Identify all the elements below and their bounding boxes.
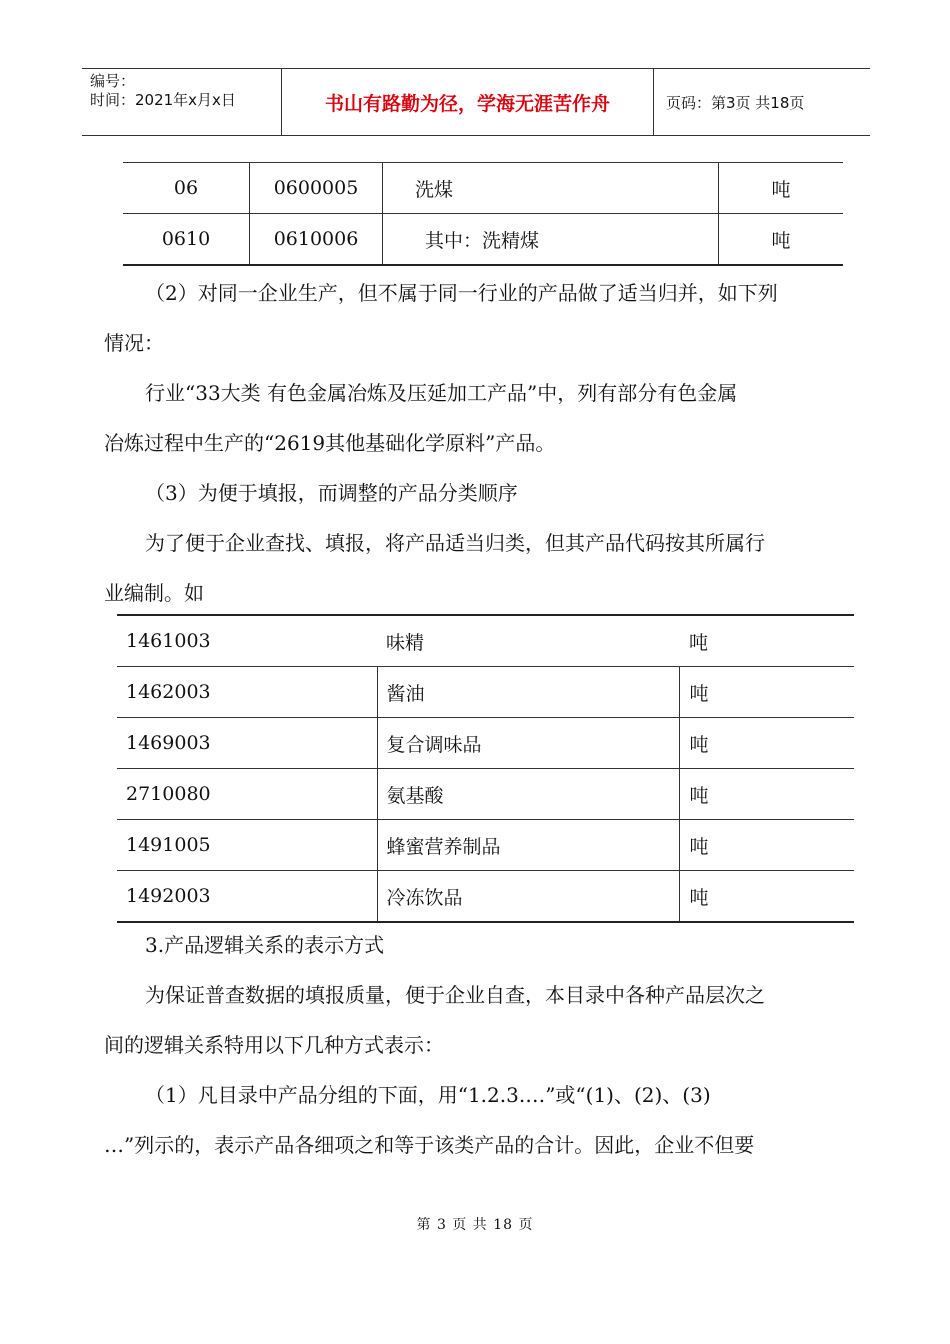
header-page-label: 页码：第3页 共18页 <box>666 93 805 112</box>
page-header <box>82 68 870 136</box>
table-cell: 氨基酸 <box>377 769 679 820</box>
table-row <box>117 769 854 820</box>
table-cell: 2710080 <box>117 769 377 820</box>
header-motto: 书山有路勤为径，学海无涯苦作舟 <box>282 69 654 135</box>
table-cell: 0600005 <box>250 163 383 214</box>
table-row <box>123 163 843 214</box>
table-row <box>117 667 854 718</box>
table-cell: 吨 <box>679 820 854 871</box>
paragraph-line: 为了便于企业查找、填报，将产品适当归类，但其产品代码按其所属行 <box>145 531 765 555</box>
table-row <box>117 615 854 667</box>
paragraph-line: 冶炼过程中生产的“2619其他基础化学原料”产品。 <box>104 431 556 455</box>
table-cell: 06 <box>123 163 250 214</box>
table-cell: 1492003 <box>126 885 211 907</box>
paragraph-line: 业编制。如 <box>104 581 204 605</box>
table-row <box>123 214 843 266</box>
table-cell: 吨 <box>679 718 854 769</box>
paragraph-line: （1）凡目录中产品分组的下面，用“1.2.3.…”或“(1)、(2)、(3) <box>145 1083 711 1107</box>
number-label: 编号： <box>90 72 136 90</box>
coal-products-table <box>123 162 843 266</box>
table-cell: 吨 <box>679 871 854 923</box>
table-cell: 吨 <box>679 769 854 820</box>
table-cell: 复合调味品 <box>377 718 679 769</box>
table-cell: 吨 <box>679 667 854 718</box>
table-cell: 蜂蜜营养制品 <box>377 820 679 871</box>
paragraph-line: （2）对同一企业生产，但不属于同一行业的产品做了适当归并，如下列 <box>145 281 778 305</box>
table-cell: 1491005 <box>117 820 377 871</box>
table-cell: 吨 <box>679 615 854 667</box>
header-meta <box>82 69 282 135</box>
paragraph-line: 间的逻辑关系特用以下几种方式表示： <box>104 1033 444 1057</box>
table-cell: 0610006 <box>250 214 383 266</box>
paragraph-line: 情况： <box>104 331 164 355</box>
paragraph-line: （3）为便于填报，而调整的产品分类顺序 <box>145 481 518 505</box>
table-row <box>117 820 854 871</box>
table-cell: 1462003 <box>117 667 377 718</box>
table-cell: 味精 <box>377 615 679 667</box>
table-cell: 1461003 <box>117 615 377 667</box>
table-cell: 吨 <box>719 163 844 214</box>
section-heading: 3.产品逻辑关系的表示方式 <box>145 933 385 957</box>
table-cell: 冷冻饮品 <box>377 871 679 923</box>
table-cell: 0610 <box>123 214 250 266</box>
food-products-table <box>117 614 854 923</box>
paragraph-line: 行业“33大类 有色金属冶炼及压延加工产品”中，列有部分有色金属 <box>145 381 738 405</box>
table-cell: 其中：洗精煤 <box>383 214 719 266</box>
table-cell: 吨 <box>771 229 791 252</box>
page-footer: 第 3 页 共 18 页 <box>416 1217 534 1233</box>
table-cell: 1469003 <box>117 718 377 769</box>
table-row <box>117 871 854 923</box>
date-label: 时间：2021年x月x日 <box>90 91 236 109</box>
paragraph-line: …”列示的，表示产品各细项之和等于该类产品的合计。因此，企业不但要 <box>104 1133 755 1157</box>
table-cell: 洗煤 <box>383 163 719 214</box>
table-row <box>117 718 854 769</box>
paragraph-line: 为保证普查数据的填报质量，便于企业自查，本目录中各种产品层次之 <box>145 983 765 1007</box>
table-cell: 酱油 <box>377 667 679 718</box>
